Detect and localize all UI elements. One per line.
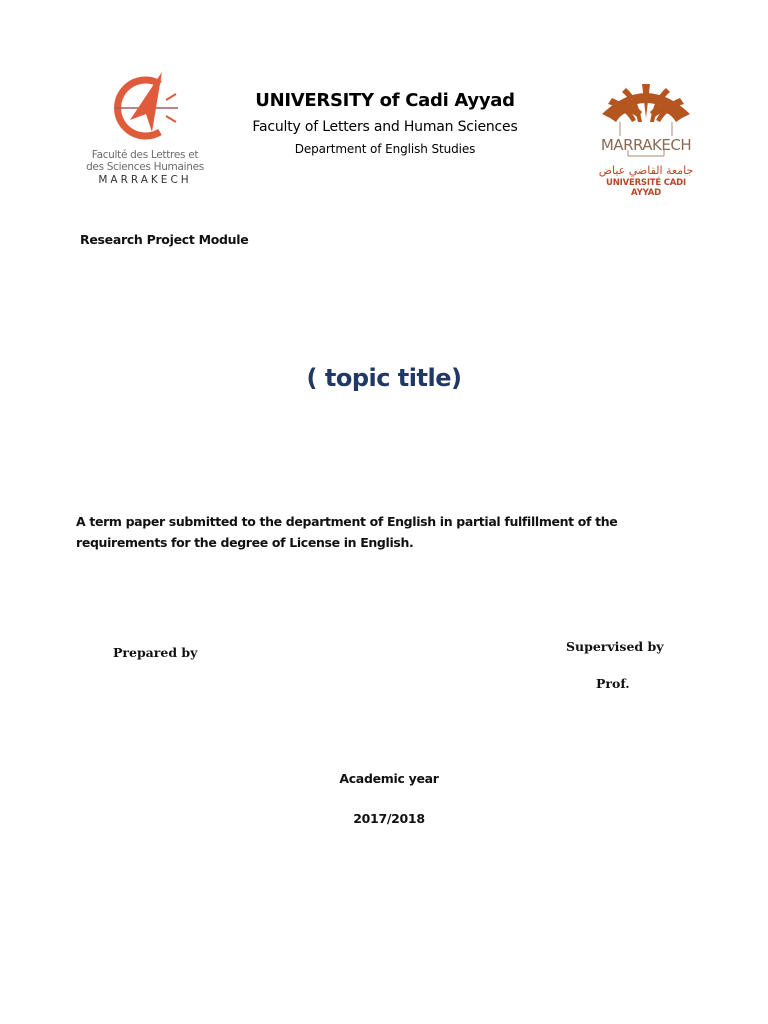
logo-caption-line-2: des Sciences Humaines	[86, 161, 204, 173]
logo-city: MARRAKECH	[600, 136, 692, 154]
logo-arabic-name: جامعة القاضي عياض	[598, 164, 694, 177]
supervised-by-label: Supervised by	[566, 639, 664, 654]
compass-arrow-logo-icon	[108, 68, 182, 148]
module-label: Research Project Module	[80, 232, 249, 247]
faculty-logo	[80, 68, 210, 190]
university-name: UNIVERSITY of Cadi Ayyad	[255, 90, 515, 111]
logo-latin-name: UNIVERSITÉ CADI AYYAD	[606, 178, 686, 198]
logo-caption-line-3: MARRAKECH	[98, 174, 192, 186]
logo-caption-line-1: Faculté des Lettres et	[91, 149, 199, 161]
department-name: Department of English Studies	[294, 142, 476, 156]
faculty-name: Faculty of Letters and Human Sciences	[252, 119, 518, 135]
supervisor-prefix: Prof.	[596, 676, 630, 691]
university-logo	[590, 78, 702, 198]
topic-title: ( topic title)	[306, 364, 462, 392]
submission-statement: A term paper submitted to the department of English in partial fulfillment of the requirements for the degree of License in English.	[76, 514, 618, 550]
prepared-by-label: Prepared by	[113, 645, 198, 660]
academic-year-value: 2017/2018	[353, 811, 425, 826]
academic-year-label: Academic year	[339, 771, 439, 786]
